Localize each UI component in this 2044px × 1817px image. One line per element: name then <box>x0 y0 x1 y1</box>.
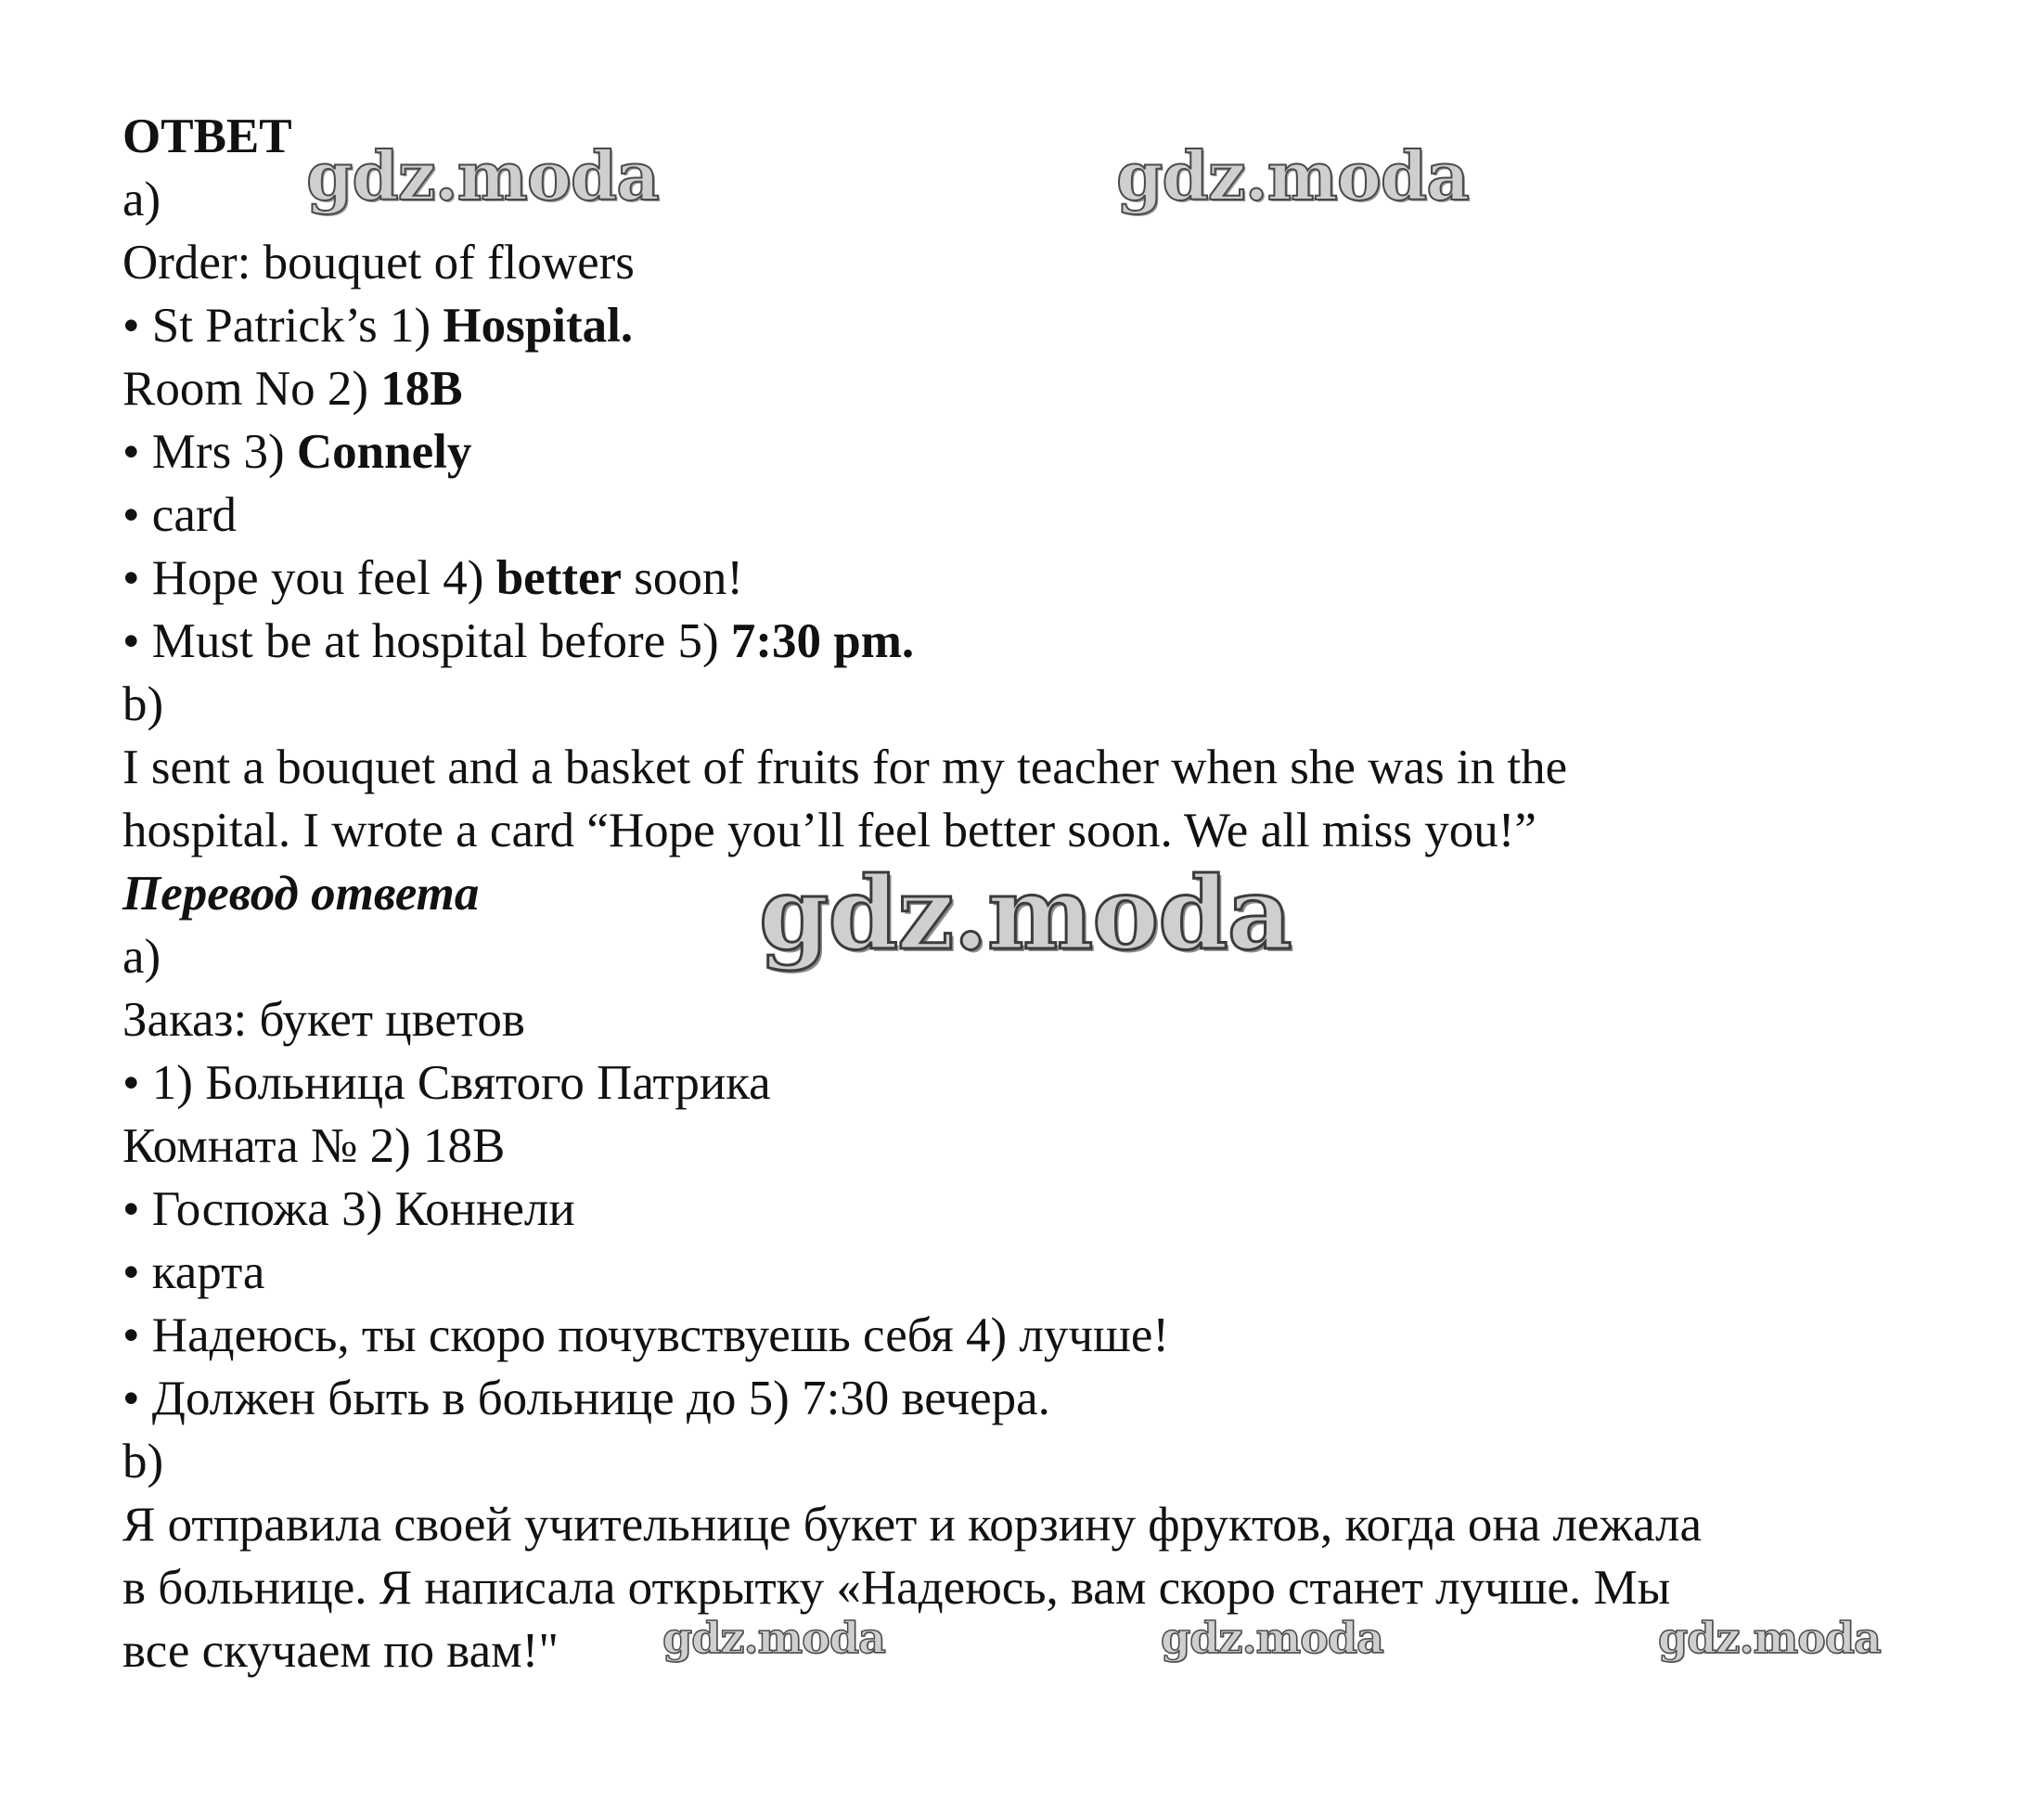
watermark-center: gdz.moda <box>759 856 1292 973</box>
answer-item-message-answer: better <box>495 551 623 605</box>
answer-item-time <box>122 610 914 673</box>
watermark-bottom-right: gdz.moda <box>1658 1613 1881 1663</box>
translation-item-room: Комната № 2) 18B <box>122 1119 506 1173</box>
answer-item-name-prefix: • Mrs 3) <box>122 425 297 479</box>
translation-heading: Перевод ответа <box>122 867 480 921</box>
watermark-bottom-center: gdz.moda <box>1161 1613 1383 1663</box>
translation-part-b-label: b) <box>122 1435 164 1488</box>
translation-b-line-3: все скучаем по вам!" <box>122 1624 559 1678</box>
translation-b-line-2: в больнице. Я написала открытку «Надеюсь, вам скоро станет лучше. Мы <box>122 1561 1671 1615</box>
answer-item-message-suffix: soon! <box>622 551 744 605</box>
answer-part-b-label: b) <box>122 677 164 731</box>
watermark-top-left: gdz.moda <box>306 136 659 215</box>
answer-item-hospital <box>122 294 633 357</box>
answer-item-hospital-prefix: • St Patrick’s 1) <box>122 299 444 353</box>
watermark-bottom-left: gdz.moda <box>662 1613 885 1663</box>
answer-item-name-answer: Connely <box>296 425 472 479</box>
answer-item-room <box>122 357 463 420</box>
answer-part-a-label: a) <box>122 173 161 226</box>
answer-item-message <box>122 547 743 610</box>
translation-item-name: • Госпожа 3) Коннели <box>122 1182 575 1236</box>
answer-b-line-2: hospital. I wrote a card “Hope you’ll feel better soon. We all miss you!” <box>122 804 1536 857</box>
answer-item-time-answer: 7:30 pm. <box>730 614 915 668</box>
answer-item-room-answer: 18B <box>380 362 463 416</box>
answer-item-room-prefix: Room No 2) <box>122 362 381 416</box>
translation-item-time: • Должен быть в больнице до 5) 7:30 вечера. <box>122 1372 1050 1425</box>
answer-item-card: • card <box>122 488 238 542</box>
translation-item-card: • карта <box>122 1245 265 1299</box>
answer-heading: ОТВЕТ <box>122 110 292 163</box>
translation-item-hospital: • 1) Больница Святого Патрика <box>122 1056 771 1110</box>
translation-order-line: Заказ: букет цветов <box>122 993 525 1047</box>
answer-item-name <box>122 420 471 483</box>
answer-order-line: Order: bouquet of flowers <box>122 236 635 290</box>
translation-part-a-label: a) <box>122 930 161 984</box>
answer-item-hospital-answer: Hospital. <box>443 299 634 353</box>
translation-item-message: • Надеюсь, ты скоро почувствуешь себя 4) лучше! <box>122 1308 1170 1362</box>
watermark-top-right: gdz.moda <box>1116 136 1469 215</box>
answer-item-message-prefix: • Hope you feel 4) <box>122 551 496 605</box>
answer-b-line-1: I sent a bouquet and a basket of fruits for my teacher when she was in the <box>122 741 1568 794</box>
answer-item-time-prefix: • Must be at hospital before 5) <box>122 614 731 668</box>
translation-b-line-1: Я отправила своей учительнице букет и корзину фруктов, когда она лежала <box>122 1498 1703 1552</box>
